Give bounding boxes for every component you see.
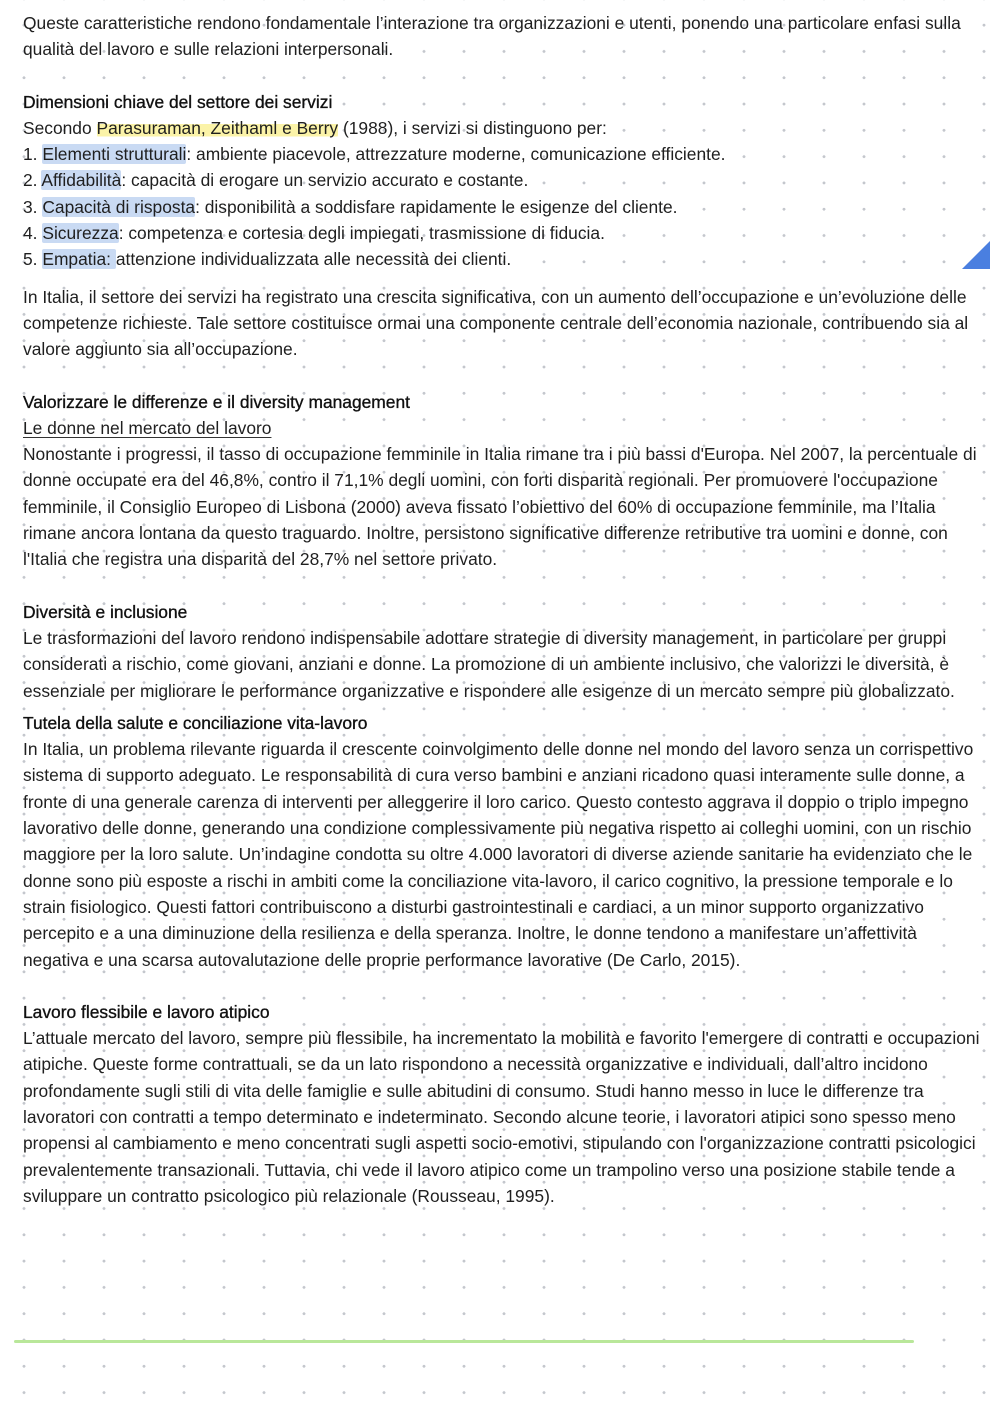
intro-paragraph: Queste caratteristiche rendono fondamentale l’interazione tra organizzazioni e utenti, ponendo una particolare enfasi sulla qualità del lavoro e sulle relazioni interpersonali.: [23, 13, 961, 60]
item-number: 4.: [23, 223, 43, 244]
item-number: 5.: [23, 249, 43, 270]
section-title-dimensioni: Dimensioni chiave del settore dei servizi: [23, 91, 333, 112]
term-highlight: Empatia:: [42, 249, 116, 270]
item-desc: : disponibilità a soddisfare rapidamente le esigenze del cliente.: [195, 196, 678, 217]
authors-highlight: Parasuraman, Zeithaml e Berry: [96, 117, 339, 138]
intro-after-text: (1988), i servizi si distinguono per:: [338, 117, 607, 138]
valorizzare-paragraph: Nonostante i progressi, il tasso di occupazione femminile in Italia rimane tra i più bassi d'Europa. Nel 2007, la percentuale di donne occupate era del 46,8%, contro il 71,1% degli uomini, con forti disparità regionali. Per promuovere l'occupazione femminile, il Consiglio Europeo di Lisbona (2000) aveva fissato l’obiettivo del 60% di occupazione femminile, ma l’Italia rimane ancora lontana da questo traguardo. Inoltre, persistono significative differenze retributive tra uomini e donne, con l'Italia che registra una disparità del 28,7% nel settore privato.: [23, 444, 977, 570]
section-title-tutela: Tutela della salute e conciliazione vita-lavoro: [23, 712, 368, 733]
tutela-paragraph: In Italia, un problema rilevante riguarda il crescente coinvolgimento delle donne nel mondo del lavoro senza un corrispettivo sistema di supporto adeguato. Le responsabilità di cura verso bambini e anziani ricadono quasi interamente sulle donne, a fronte di una generale carenza di interventi per alleggerire il loro carico. Questo contesto aggrava il doppio o triplo impegno lavorativo delle donne, generando una condizione complessivamente più negativa rispetto ai colleghi uomini, con un rischio maggiore per la loro salute. Un’indagine condotta su oltre 4.000 lavoratori di diverse aziende sanitarie ha evidenziato che le donne sono più esposte a rischi in ambiti come la conciliazione vita-lavoro, il carico cognitivo, la pressione temporale e lo strain fisiologico. Questi fattori contribuiscono a disturbi gastrointestinali e cardiaci, a un minor supporto organizzativo percepito e a una diminuzione della resilienza e della speranza. Inoltre, le donne tendono a manifestare un’affettività negativa e una scarsa autovalutazione delle proprie performance lavorative (De Carlo, 2015).: [23, 739, 974, 970]
list-item: [23, 141, 983, 167]
list-item: [23, 167, 983, 193]
item-number: 1.: [23, 144, 43, 165]
subsection-title-donne: Le donne nel mercato del lavoro: [23, 417, 272, 438]
list-item: [23, 194, 983, 220]
term-highlight: Sicurezza: [42, 223, 119, 244]
list-item: [23, 246, 983, 272]
item-number: 3.: [23, 196, 43, 217]
section-title-flessibile: Lavoro flessibile e lavoro atipico: [23, 1001, 270, 1022]
list-item: [23, 220, 983, 246]
term-highlight: Capacità di risposta: [42, 196, 196, 217]
dimensioni-list: [23, 141, 983, 272]
flessibile-paragraph: L’attuale mercato del lavoro, sempre più flessibile, ha incrementato la mobilità e favorito l'emergere di contratti e occupazioni atipiche. Queste forme contrattuali, se da un lato rispondono a necessità organizzative e individuali, dall’altro incidono profondamente sugli stili di vita delle famiglie e sulle abitudini di consumo. Studi hanno messo in luce le differenze tra lavoratori con contratti a tempo determinato e indeterminato. Secondo alcune teorie, i lavoratori atipici sono spesso meno propensi al cambiamento e meno concentrati sugli aspetti socio-emotivi, stipulando con l'organizzazione contratti psicologici prevalentemente transazionali. Tuttavia, chi vede il lavoro atipico come un trampolino verso una posizione stabile tende a sviluppare un contratto psicologico più relazionale (Rousseau, 1995).: [23, 1028, 980, 1206]
handwritten-underline: [14, 1340, 914, 1343]
section-title-valorizzare: Valorizzare le differenze e il diversity management: [23, 391, 410, 412]
dimensioni-intro: [23, 115, 983, 141]
term-highlight: Affidabilità: [41, 170, 122, 191]
item-desc: : competenza e cortesia degli impiegati, trasmissione di fiducia.: [118, 223, 605, 244]
notes-page: [23, 10, 983, 1209]
page-corner-marker-icon: [962, 241, 990, 269]
term-highlight: Elementi strutturali: [42, 144, 187, 165]
intro-before-text: Secondo: [23, 117, 97, 138]
italia-paragraph: In Italia, il settore dei servizi ha registrato una crescita significativa, con un aumento dell’occupazione e un’evoluzione delle competenze richieste. Tale settore costituisce ormai una componente centrale dell’economia nazionale, contribuendo sia al valore aggiunto sia all’occupazione.: [23, 286, 969, 360]
item-desc: attenzione individualizzata alle necessità dei clienti.: [115, 249, 512, 270]
diversita-paragraph: Le trasformazioni del lavoro rendono indispensabile adottare strategie di diversity management, in particolare per gruppi considerati a rischio, come giovani, anziani e donne. La promozione di un ambiente inclusivo, che valorizzi le diversità, è essenziale per migliorare le performance organizzative e rispondere alle esigenze di un mercato sempre più globalizzato.: [23, 627, 955, 701]
item-desc: : capacità di erogare un servizio accurato e costante.: [121, 170, 529, 191]
item-desc: : ambiente piacevole, attrezzature moderne, comunicazione efficiente.: [186, 144, 726, 165]
section-title-diversita: Diversità e inclusione: [23, 601, 188, 622]
item-number: 2.: [23, 170, 42, 191]
